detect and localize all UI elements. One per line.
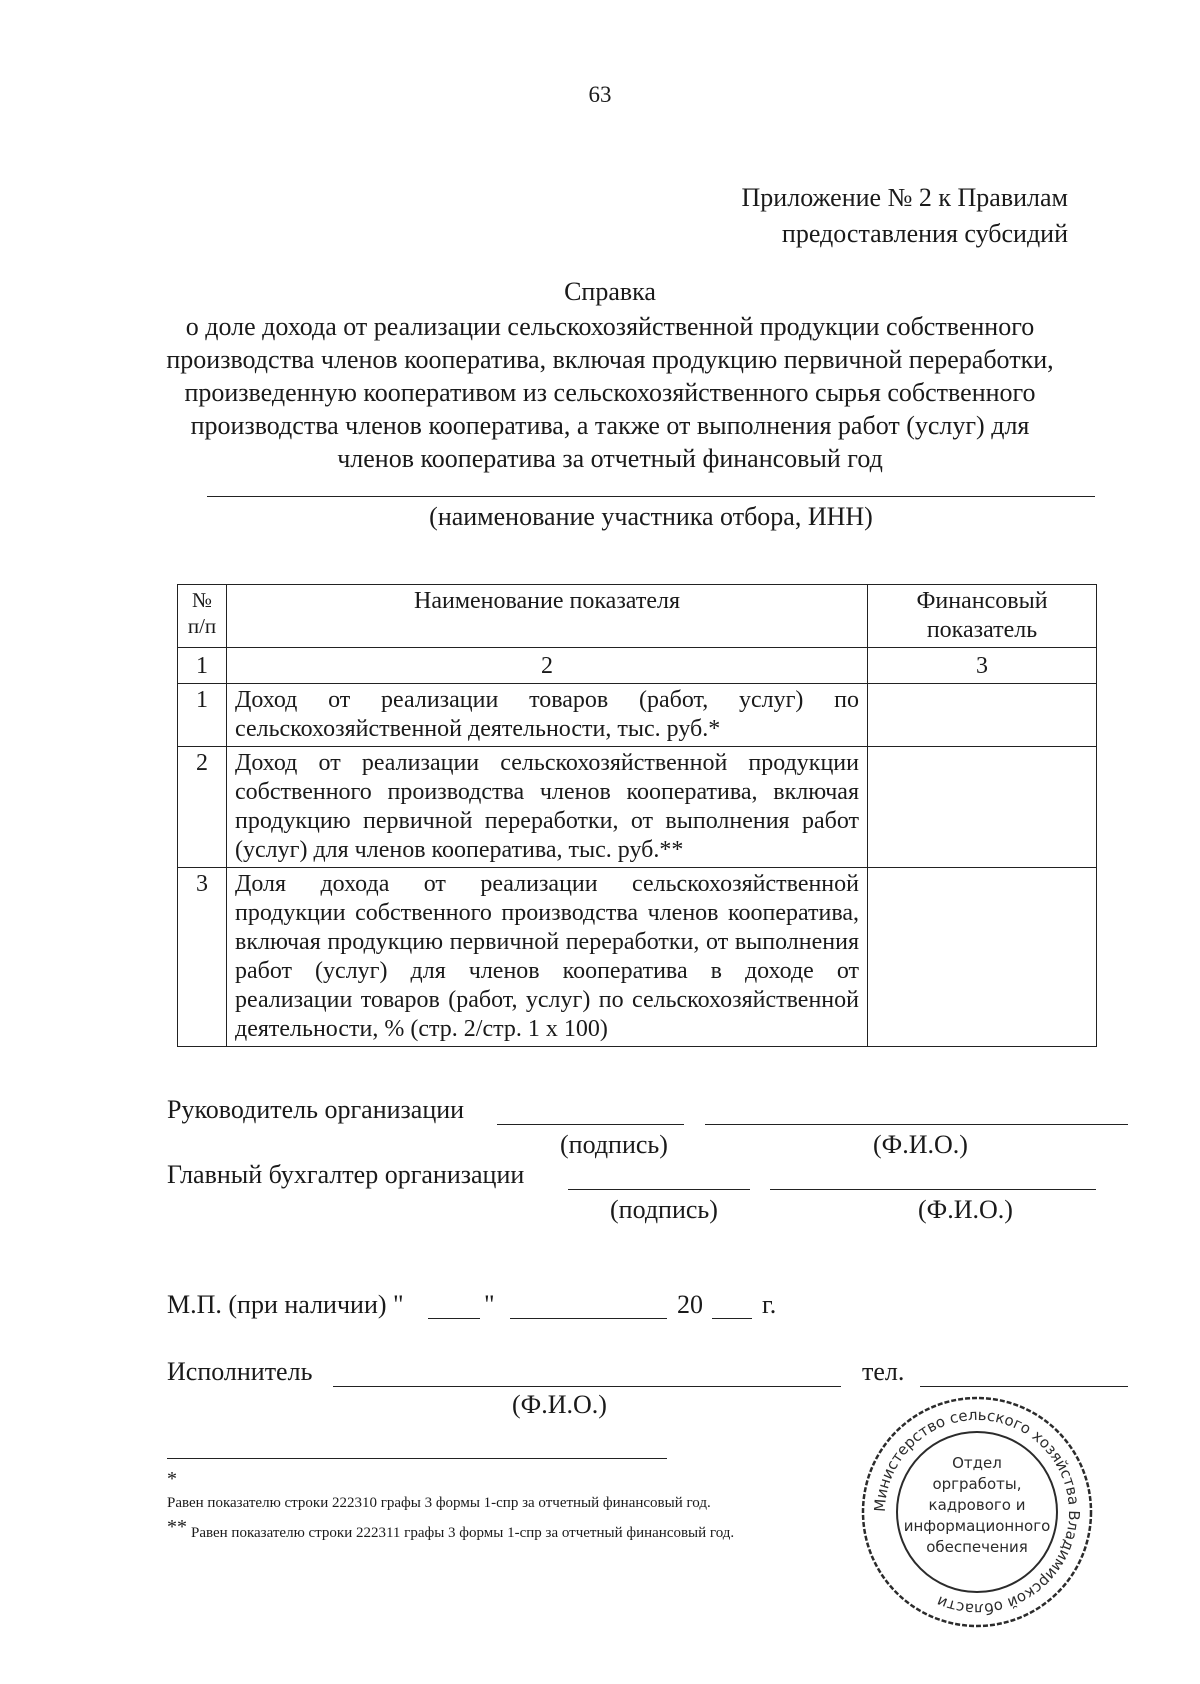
title-line: производства членов кооператива, включая продукцию первичной переработки, [166, 345, 1054, 374]
page-number: 63 [588, 82, 612, 107]
executor-fio-caption: (Ф.И.О.) [512, 1390, 607, 1419]
day-line[interactable] [428, 1318, 480, 1319]
head-label: Руководитель организации [167, 1095, 465, 1124]
document-title [140, 275, 1080, 475]
head-fio-line[interactable] [705, 1124, 1128, 1125]
row-name: Доля дохода от реализации сельскохозяйственной продукции собственного производства членов кооператива, включая продукцию первичной переработки, от выполнения работ (услуг) для членов кооператива в доходе от реализации товаров (работ, услуг) по сельскохозяйственной деятельности, % (стр. 2/стр. 1 х 100) [227, 868, 868, 1047]
footnote [167, 1468, 711, 1512]
official-stamp [855, 1390, 1099, 1634]
footnote-text: Равен показателю строки 222310 графы 3 формы 1-спр за отчетный финансовый год. [167, 1495, 711, 1511]
participant-name-line[interactable] [207, 496, 1095, 497]
stamp-center-line: кадрового и [928, 1496, 1026, 1514]
title-line: о доле дохода от реализации сельскохозяйственной продукции собственного [185, 312, 1035, 341]
head-signature-line[interactable] [497, 1124, 684, 1125]
table-row [178, 747, 1097, 868]
row-num: 3 [178, 868, 227, 1047]
table-header-row [178, 585, 1097, 648]
accountant-signature-line[interactable] [568, 1189, 750, 1190]
year-prefix: 20 [677, 1290, 703, 1319]
footnote [167, 1516, 735, 1543]
appendix-line-1: Приложение № 2 к Правилам [741, 183, 1068, 212]
title-main: Справка [564, 277, 656, 306]
year-line[interactable] [712, 1318, 752, 1319]
header-value: Финансовый показатель [868, 585, 1097, 648]
executor-fio-line[interactable] [333, 1386, 841, 1387]
mp-label: М.П. (при наличии) " [167, 1290, 404, 1319]
table-row [178, 868, 1097, 1047]
table-row [178, 684, 1097, 747]
phone-line[interactable] [920, 1386, 1128, 1387]
accountant-signature-caption: (подпись) [610, 1195, 718, 1224]
appendix-line-2: предоставления субсидий [781, 219, 1068, 248]
column-number: 2 [227, 648, 868, 684]
footnote-mark: * [167, 1468, 177, 1490]
appendix-note [742, 180, 1068, 252]
row-value[interactable] [868, 684, 1097, 747]
phone-label: тел. [862, 1357, 905, 1386]
footnote-text: Равен показателю строки 222311 графы 3 формы 1-спр за отчетный финансовый год. [191, 1525, 735, 1541]
executor-label: Исполнитель [167, 1357, 313, 1386]
month-line[interactable] [510, 1318, 667, 1319]
row-name: Доход от реализации сельскохозяйственной продукции собственного производства членов кооператива, включая продукцию первичной переработки, от выполнения работ (услуг) для членов кооператива, тыс. руб.** [227, 747, 868, 868]
column-number: 1 [178, 648, 227, 684]
row-value[interactable] [868, 747, 1097, 868]
stamp-center-line: обеспечения [926, 1538, 1028, 1556]
year-suffix: г. [762, 1290, 777, 1319]
quote-close: " [484, 1290, 495, 1319]
row-value[interactable] [868, 868, 1097, 1047]
header-name: Наименование показателя [227, 585, 868, 648]
title-line: членов кооператива за отчетный финансовый год [337, 444, 883, 473]
participant-caption: (наименование участника отбора, ИНН) [429, 502, 873, 531]
indicators-table [177, 584, 1097, 1047]
header-num: № п/п [178, 585, 227, 648]
footnote-rule [167, 1458, 667, 1459]
row-num: 2 [178, 747, 227, 868]
footnote-mark: ** [167, 1516, 187, 1538]
head-signature-caption: (подпись) [560, 1130, 668, 1159]
title-line: произведенную кооперативом из сельскохозяйственного сырья собственного [184, 378, 1036, 407]
head-fio-caption: (Ф.И.О.) [873, 1130, 968, 1159]
column-number: 3 [868, 648, 1097, 684]
column-numbers-row [178, 648, 1097, 684]
title-line: производства членов кооператива, а также от выполнения работ (услуг) для [190, 411, 1030, 440]
accountant-fio-line[interactable] [770, 1189, 1096, 1190]
stamp-center-line: оргработы, [932, 1475, 1022, 1493]
stamp-center-line: Отдел [952, 1454, 1002, 1472]
accountant-fio-caption: (Ф.И.О.) [918, 1195, 1013, 1224]
row-num: 1 [178, 684, 227, 747]
stamp-center-line: информационного [903, 1517, 1051, 1535]
accountant-label: Главный бухгалтер организации [167, 1160, 525, 1189]
row-name: Доход от реализации товаров (работ, услуг) по сельскохозяйственной деятельности, тыс. руб.* [227, 684, 868, 747]
stamp-ring-text: Министерство сельского хозяйства Владимирской области [870, 1405, 1084, 1619]
